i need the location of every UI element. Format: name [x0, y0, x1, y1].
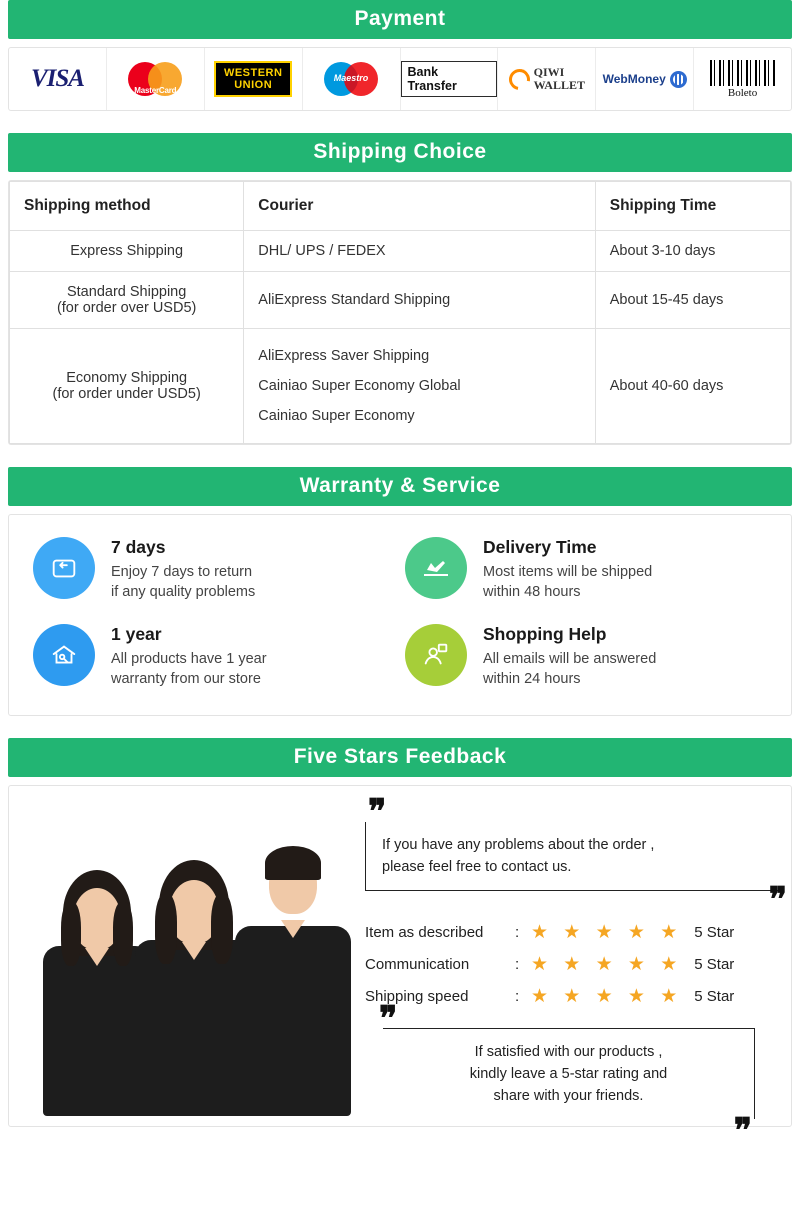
cell-courier-option: Cainiao Super Economy: [258, 408, 415, 424]
cell-method: [10, 272, 244, 329]
bottom-quote-line1: If satisfied with our products ,: [474, 1044, 663, 1060]
qiwi-line2: WALLET: [533, 78, 585, 92]
warranty-desc-line1: Enjoy 7 days to return: [111, 564, 253, 580]
warranty-desc-line2: if any quality problems: [111, 584, 256, 600]
star-rating-icon: ★ ★ ★ ★ ★: [531, 954, 683, 975]
rating-label: Item as described: [365, 924, 484, 941]
boleto-label: Boleto: [727, 86, 758, 99]
star-rating-icon: ★ ★ ★ ★ ★: [531, 986, 683, 1007]
warranty-title: 1 year: [111, 624, 162, 644]
western-union-icon: [214, 61, 293, 97]
cell-courier: [244, 329, 595, 444]
visa-icon: VISA: [30, 65, 84, 92]
warranty-title: Shopping Help: [483, 624, 607, 644]
rating-value: 5 Star: [694, 924, 735, 941]
cell-method-name: Economy Shipping: [66, 370, 188, 386]
warranty-card-return: [33, 537, 405, 602]
mastercard-icon: [128, 62, 182, 96]
western-union-line1: WESTERN: [223, 67, 283, 79]
warranty-desc-line1: All products have 1 year: [111, 651, 267, 667]
maestro-label: Maestro: [333, 73, 369, 83]
qiwi-line1: QIWI: [533, 65, 565, 79]
quote-close-icon: ❞: [768, 882, 787, 919]
cell-time: About 40-60 days: [595, 329, 790, 444]
payment-method-mastercard: [107, 48, 205, 110]
feedback-section-title: Five Stars Feedback: [8, 738, 792, 777]
warranty-card-help: [405, 624, 777, 689]
rating-row: [365, 985, 781, 1008]
shipping-table: [9, 181, 791, 444]
payment-method-bank-transfer: [401, 48, 499, 110]
payment-method-webmoney: [596, 48, 694, 110]
barcode-icon: [710, 60, 776, 86]
warranty-desc-line1: All emails will be answered: [483, 651, 657, 667]
cell-method: [10, 329, 244, 444]
payment-method-visa: [9, 48, 107, 110]
feedback-top-quote: [365, 794, 787, 919]
webmoney-icon: [603, 71, 687, 88]
column-header-time: Shipping Time: [595, 182, 790, 231]
qiwi-wallet-icon: [509, 66, 585, 92]
ratings-list: [365, 921, 781, 1008]
cell-method-name: Standard Shipping: [66, 284, 187, 300]
rating-row: [365, 953, 781, 976]
rating-row: [365, 921, 781, 944]
cell-courier: DHL/ UPS / FEDEX: [244, 231, 595, 272]
column-header-courier: Courier: [244, 182, 595, 231]
table-row: [10, 231, 791, 272]
return-box-icon: [33, 537, 95, 599]
bottom-quote-line2: kindly leave a 5-star rating and: [469, 1066, 668, 1082]
team-illustration: [37, 798, 347, 1116]
cell-courier: AliExpress Standard Shipping: [244, 272, 595, 329]
rating-colon: :: [515, 988, 520, 1005]
rating-value: 5 Star: [694, 956, 735, 973]
support-agent-icon: [405, 624, 467, 686]
webmoney-globe-icon: [670, 71, 687, 88]
top-quote-line2: please feel free to contact us.: [382, 859, 572, 875]
table-row: [10, 329, 791, 444]
warranty-desc-line1: Most items will be shipped: [483, 564, 653, 580]
warranty-desc-line2: within 48 hours: [483, 584, 581, 600]
payment-methods-panel: [8, 47, 792, 111]
person-right: [233, 820, 353, 1116]
warranty-card-one-year: [33, 624, 405, 689]
quote-open-icon: ❞: [379, 1001, 398, 1038]
qiwi-circle-icon: [505, 64, 534, 93]
cell-method: Express Shipping: [10, 231, 244, 272]
shipping-table-panel: [8, 180, 792, 445]
bank-transfer-icon: Bank Transfer: [401, 61, 498, 97]
warranty-tool-icon: [33, 624, 95, 686]
payment-method-qiwi: [498, 48, 596, 110]
warranty-title: Delivery Time: [483, 537, 597, 557]
boleto-icon: [710, 60, 776, 99]
shipping-section-title: Shipping Choice: [8, 133, 792, 172]
western-union-line2: UNION: [234, 79, 273, 91]
rating-colon: :: [515, 924, 520, 941]
airplane-icon: [405, 537, 467, 599]
rating-value: 5 Star: [694, 988, 735, 1005]
warranty-desc-line2: within 24 hours: [483, 671, 581, 687]
cell-time: About 15-45 days: [595, 272, 790, 329]
table-header-row: [10, 182, 791, 231]
payment-method-maestro: [303, 48, 401, 110]
table-row: [10, 272, 791, 329]
payment-method-western-union: [205, 48, 303, 110]
warranty-title: 7 days: [111, 537, 166, 557]
payment-method-boleto: [694, 48, 791, 110]
warranty-desc-line2: warranty from our store: [111, 671, 261, 687]
feedback-panel: [8, 785, 792, 1150]
warranty-card-delivery: [405, 537, 777, 602]
cell-time: About 3-10 days: [595, 231, 790, 272]
quote-open-icon: ❞: [368, 794, 387, 831]
quote-close-icon: ❞: [733, 1113, 752, 1150]
rating-colon: :: [515, 956, 520, 973]
top-quote-line1: If you have any problems about the order ,: [382, 837, 655, 853]
cell-courier-option: AliExpress Saver Shipping: [258, 348, 430, 364]
rating-label: Communication: [365, 956, 470, 973]
column-header-method: Shipping method: [10, 182, 244, 231]
payment-section-title: Payment: [8, 0, 792, 39]
maestro-icon: [324, 62, 378, 96]
webmoney-label: WebMoney: [602, 72, 666, 86]
cell-method-note: (for order under USD5): [52, 386, 201, 402]
customer-service-team-photo: [19, 800, 359, 1116]
mastercard-label: MasterCard: [134, 86, 177, 95]
bottom-quote-line3: share with your friends.: [493, 1088, 644, 1104]
warranty-section-title: Warranty & Service: [8, 467, 792, 506]
warranty-panel: [8, 514, 792, 716]
cell-method-note: (for order over USD5): [56, 300, 197, 316]
rating-label: Shipping speed: [365, 988, 469, 1005]
star-rating-icon: ★ ★ ★ ★ ★: [531, 922, 683, 943]
cell-courier-option: Cainiao Super Economy Global: [258, 378, 461, 394]
feedback-bottom-quote: [379, 1001, 755, 1150]
